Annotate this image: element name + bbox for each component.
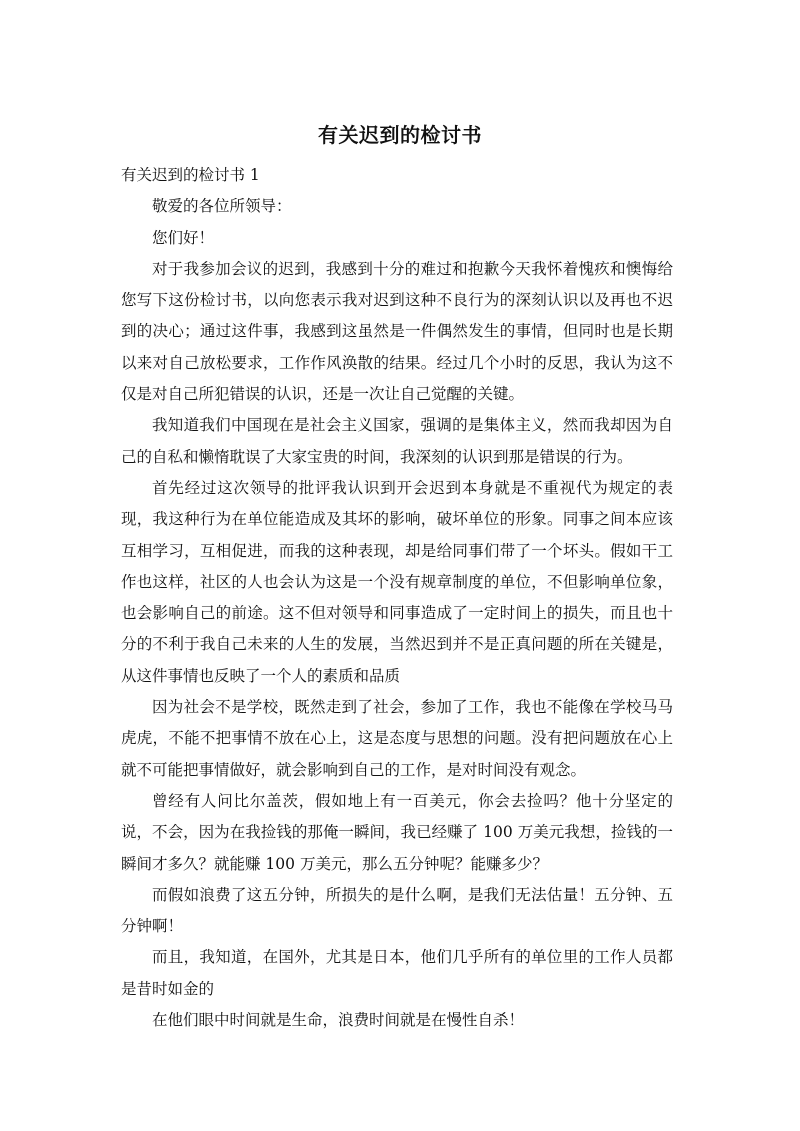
- greeting: 您们好！: [152, 228, 215, 247]
- body-paragraph: 因为社会不是学校，既然走到了社会，参加了工作，我也不能像在学校马马虎虎，不能不把事情不放在心上，这是态度与思想的问题。没有把问题放在心上就不可能把事情做好，就会影响到自己的工作，是对时间没有观念。: [121, 698, 673, 779]
- document-title: 有关迟到的检讨书: [318, 123, 482, 147]
- salutation: 敬爱的各位所领导：: [152, 197, 292, 216]
- body-paragraph: 在他们眼中时间就是生命，浪费时间就是在慢性自杀！: [152, 1011, 525, 1030]
- body-paragraph: 而假如浪费了这五分钟，所损失的是什么啊，是我们无法估量！五分钟、五分钟啊！: [121, 885, 673, 936]
- body-paragraph: 首先经过这次领导的批评我认识到开会迟到本身就是不重视代为规定的表现，我这种行为在单位能造成及其坏的影响，破坏单位的形象。同事之间本应该互相学习，互相促进，而我的这种表现，却是给同事们带了一个坏头。假如干工作也这样，社区的人也会认为这是一个没有规章制度的单位，不但影响单位象，也会影响自己的前途。这不但对领导和同事造成了一定时间上的损失，而且也十分的不利于我自己未来的人生的发展，当然迟到并不是正真问题的所在关键是，从这件事情也反映了一个人的素质和品质: [121, 478, 673, 685]
- body-paragraph: 曾经有人问比尔盖茨，假如地上有一百美元，你会去捡吗？他十分坚定的说，不会，因为在我捡钱的那俺一瞬间，我已经赚了 100 万美元我想，捡钱的一瞬间才多久？就能赚 100 万美元，那么五分钟呢？能赚多少？: [121, 791, 673, 873]
- section-heading: 有关迟到的检讨书 1: [121, 166, 260, 184]
- body-paragraph: 而且，我知道，在国外，尤其是日本，他们几乎所有的单位里的工作人员都是昔时如金的: [121, 948, 673, 998]
- document-body: [121, 160, 673, 1036]
- body-paragraph: 对于我参加会议的迟到，我感到十分的难过和抱歉今天我怀着愧疚和懊悔给您写下这份检讨书，以向您表示我对迟到这种不良行为的深刻认识以及再也不迟到的决心；通过这件事，我感到这虽然是一件偶然发生的事情，但同时也是长期以来对自己放松要求，工作作风涣散的结果。经过几个小时的反思，我认为这不仅是对自己所犯错误的认识，还是一次让自己觉醒的关键。: [121, 259, 673, 404]
- body-paragraph: 我知道我们中国现在是社会主义国家，强调的是集体主义，然而我却因为自己的自私和懒惰耽误了大家宝贵的时间，我深刻的认识到那是错误的行为。: [121, 416, 673, 466]
